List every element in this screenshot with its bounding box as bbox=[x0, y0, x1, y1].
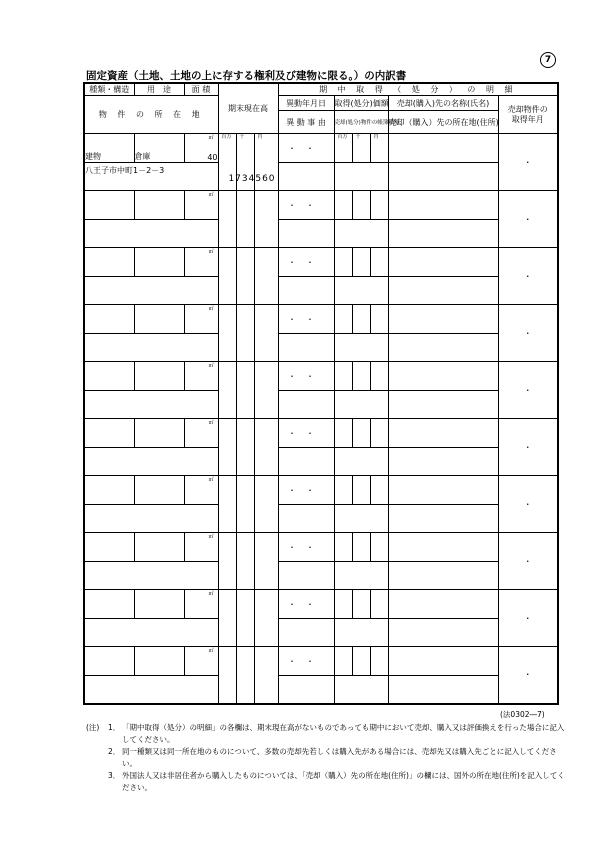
price-thousand-cell[interactable] bbox=[352, 590, 370, 619]
header-sold-acquired-year: 売却物件の取得年月 bbox=[498, 96, 558, 134]
change-date-cell[interactable] bbox=[278, 476, 334, 505]
asset-row-bottom bbox=[84, 676, 558, 704]
counterparty-name-cell[interactable] bbox=[388, 362, 498, 391]
area-cell[interactable] bbox=[184, 647, 218, 676]
price-thousand-cell[interactable] bbox=[352, 476, 370, 505]
notes-label: (注) bbox=[86, 723, 100, 732]
counterparty-name-cell[interactable] bbox=[388, 134, 498, 163]
area-cell[interactable] bbox=[184, 533, 218, 562]
page-number: 7 bbox=[540, 52, 556, 68]
year-month-dot: ・ bbox=[523, 328, 532, 338]
asset-row-bottom bbox=[84, 163, 558, 191]
book-value-cell[interactable] bbox=[334, 676, 388, 704]
area-unit: ㎡ bbox=[208, 591, 214, 597]
asset-row-bottom bbox=[84, 220, 558, 248]
counterparty-name-cell[interactable] bbox=[388, 419, 498, 448]
amount-thousand-cell[interactable] bbox=[236, 647, 254, 704]
amount-thousand-cell[interactable] bbox=[236, 191, 254, 248]
use-cell[interactable] bbox=[134, 590, 184, 619]
unit-thousand: 千 bbox=[355, 134, 361, 140]
asset-row-bottom bbox=[84, 619, 558, 647]
asset-row-bottom bbox=[84, 505, 558, 533]
location-cell[interactable] bbox=[84, 277, 218, 305]
header-type-structure: 種類・構造 bbox=[84, 83, 134, 96]
amount-thousand-cell[interactable] bbox=[236, 305, 254, 362]
asset-row-top bbox=[84, 476, 558, 505]
area-unit: ㎡ bbox=[208, 363, 214, 369]
counterparty-address-cell[interactable] bbox=[388, 163, 498, 191]
counterparty-name-cell[interactable] bbox=[388, 533, 498, 562]
amount-million-cell[interactable] bbox=[218, 419, 236, 476]
use-cell[interactable] bbox=[134, 647, 184, 676]
book-value-cell[interactable] bbox=[334, 220, 388, 248]
counterparty-name-cell[interactable] bbox=[388, 476, 498, 505]
area-cell[interactable] bbox=[184, 305, 218, 334]
area-cell[interactable] bbox=[184, 134, 218, 163]
header-during-period: 期 中 取 得 （ 処 分 ） の 明 細 bbox=[278, 83, 558, 96]
use-cell[interactable] bbox=[134, 248, 184, 277]
amount-thousand-cell[interactable] bbox=[236, 533, 254, 590]
use-cell[interactable] bbox=[134, 533, 184, 562]
price-million-cell[interactable] bbox=[334, 305, 352, 334]
change-date-dots: ・・ bbox=[288, 143, 325, 153]
type-structure-cell[interactable] bbox=[84, 647, 134, 676]
area-cell[interactable] bbox=[184, 590, 218, 619]
type-structure-cell[interactable] bbox=[84, 533, 134, 562]
unit-million: 百万 bbox=[221, 134, 232, 140]
price-yen-cell[interactable] bbox=[370, 533, 388, 562]
counterparty-address-cell[interactable] bbox=[388, 619, 498, 647]
location-cell[interactable] bbox=[84, 334, 218, 362]
price-yen-cell[interactable] bbox=[370, 191, 388, 220]
area-cell[interactable] bbox=[184, 248, 218, 277]
amount-million-cell[interactable] bbox=[218, 647, 236, 704]
note-text: 同一種類又は同一所在地のものについて、多数の売却先若しくは購入先がある場合には、売却先又は購入先ごとに記入してください。 bbox=[122, 747, 557, 768]
sold-acquired-year-cell[interactable] bbox=[498, 590, 558, 647]
asset-row-bottom bbox=[84, 334, 558, 362]
location-cell[interactable] bbox=[84, 619, 218, 647]
amount-thousand-cell[interactable] bbox=[236, 419, 254, 476]
location-cell[interactable] bbox=[84, 505, 218, 533]
area-unit: ㎡ bbox=[208, 135, 214, 141]
counterparty-address-cell[interactable] bbox=[388, 676, 498, 704]
price-thousand-cell[interactable] bbox=[352, 419, 370, 448]
change-date-cell[interactable] bbox=[278, 305, 334, 334]
area-unit: ㎡ bbox=[208, 648, 214, 654]
sold-acquired-year-cell[interactable] bbox=[498, 362, 558, 419]
sold-acquired-year-cell[interactable] bbox=[498, 191, 558, 248]
use-cell[interactable] bbox=[134, 191, 184, 220]
header-acquisition-price: 取得(処分)価額 bbox=[334, 96, 388, 111]
header-use: 用 途 bbox=[134, 83, 184, 96]
change-date-cell[interactable] bbox=[278, 134, 334, 163]
price-yen-cell[interactable] bbox=[370, 362, 388, 391]
location-cell[interactable] bbox=[84, 676, 218, 704]
sold-acquired-year-cell[interactable] bbox=[498, 647, 558, 704]
location-cell[interactable] bbox=[84, 391, 218, 419]
book-value-cell[interactable] bbox=[334, 505, 388, 533]
change-reason-cell[interactable] bbox=[278, 220, 334, 248]
book-value-cell[interactable] bbox=[334, 391, 388, 419]
area-cell[interactable] bbox=[184, 476, 218, 505]
change-reason-cell[interactable] bbox=[278, 676, 334, 704]
change-date-cell[interactable] bbox=[278, 590, 334, 619]
counterparty-name-cell[interactable] bbox=[388, 590, 498, 619]
change-date-cell[interactable] bbox=[278, 419, 334, 448]
change-reason-cell[interactable] bbox=[278, 334, 334, 362]
year-month-dot: ・ bbox=[523, 670, 532, 680]
change-date-cell[interactable] bbox=[278, 533, 334, 562]
change-date-dots: ・・ bbox=[288, 656, 325, 666]
unit-thousand: 千 bbox=[239, 134, 245, 140]
header-counterparty-name: 売却(購入)先の名称(氏名) bbox=[388, 96, 498, 111]
asset-row-top bbox=[84, 647, 558, 676]
price-thousand-cell[interactable] bbox=[352, 362, 370, 391]
type-structure-cell[interactable] bbox=[84, 476, 134, 505]
year-month-dot: ・ bbox=[523, 385, 532, 395]
amount-yen-cell[interactable] bbox=[254, 191, 278, 248]
asset-row-top bbox=[84, 419, 558, 448]
amount-yen-cell[interactable] bbox=[254, 476, 278, 533]
price-yen-cell[interactable] bbox=[370, 419, 388, 448]
type-structure-cell[interactable] bbox=[84, 191, 134, 220]
amount-thousand-cell[interactable] bbox=[236, 476, 254, 533]
amount-yen-cell[interactable] bbox=[254, 305, 278, 362]
use-cell[interactable] bbox=[134, 134, 184, 163]
amount-yen-cell[interactable] bbox=[254, 362, 278, 419]
note-item bbox=[86, 746, 566, 770]
amount-yen-cell[interactable] bbox=[254, 419, 278, 476]
header-book-value: 売却(処分)物件の帳簿価額 bbox=[334, 111, 388, 134]
amount-million-cell[interactable] bbox=[218, 191, 236, 248]
counterparty-name-cell[interactable] bbox=[388, 248, 498, 277]
price-thousand-cell[interactable] bbox=[352, 134, 370, 163]
price-million-cell[interactable] bbox=[334, 590, 352, 619]
book-value-cell[interactable] bbox=[334, 619, 388, 647]
use-cell[interactable] bbox=[134, 305, 184, 334]
change-reason-cell[interactable] bbox=[278, 277, 334, 305]
header-period-end-balance: 期末現在高 bbox=[218, 83, 278, 134]
location-cell[interactable] bbox=[84, 163, 218, 191]
change-date-cell[interactable] bbox=[278, 647, 334, 676]
amount-thousand-cell[interactable] bbox=[236, 248, 254, 305]
note-number: 2． bbox=[108, 747, 121, 756]
type-structure-cell[interactable] bbox=[84, 134, 134, 163]
type-structure-cell[interactable] bbox=[84, 590, 134, 619]
area-value: 40 bbox=[207, 153, 218, 162]
amount-yen-cell[interactable] bbox=[254, 590, 278, 647]
note-item bbox=[86, 722, 566, 746]
amount-million-cell[interactable] bbox=[218, 305, 236, 362]
price-thousand-cell[interactable] bbox=[352, 647, 370, 676]
year-month-dot: ・ bbox=[523, 556, 532, 566]
fixed-assets-table bbox=[83, 82, 559, 705]
asset-row-top bbox=[84, 305, 558, 334]
change-reason-cell[interactable] bbox=[278, 619, 334, 647]
price-million-cell[interactable] bbox=[334, 362, 352, 391]
counterparty-address-cell[interactable] bbox=[388, 334, 498, 362]
price-thousand-cell[interactable] bbox=[352, 191, 370, 220]
change-reason-cell[interactable] bbox=[278, 448, 334, 476]
asset-row-top bbox=[84, 533, 558, 562]
unit-million: 百万 bbox=[337, 134, 348, 140]
asset-row-top bbox=[84, 248, 558, 277]
price-yen-cell[interactable] bbox=[370, 305, 388, 334]
amount-million-cell[interactable] bbox=[218, 248, 236, 305]
counterparty-address-cell[interactable] bbox=[388, 391, 498, 419]
use-cell[interactable] bbox=[134, 419, 184, 448]
amount-yen-cell[interactable] bbox=[254, 533, 278, 590]
amount-million-cell[interactable] bbox=[218, 476, 236, 533]
price-yen-cell[interactable] bbox=[370, 647, 388, 676]
change-reason-cell[interactable] bbox=[278, 562, 334, 590]
book-value-cell[interactable] bbox=[334, 448, 388, 476]
change-date-dots: ・・ bbox=[288, 542, 325, 552]
type-structure-cell[interactable] bbox=[84, 419, 134, 448]
location-cell[interactable] bbox=[84, 220, 218, 248]
counterparty-name-cell[interactable] bbox=[388, 191, 498, 220]
area-unit: ㎡ bbox=[208, 192, 214, 198]
change-date-dots: ・・ bbox=[288, 314, 325, 324]
header-area: 面 積 bbox=[184, 83, 218, 96]
area-unit: ㎡ bbox=[208, 306, 214, 312]
price-yen-cell[interactable] bbox=[370, 590, 388, 619]
amount-million-cell[interactable] bbox=[218, 590, 236, 647]
price-million-cell[interactable] bbox=[334, 248, 352, 277]
price-thousand-cell[interactable] bbox=[352, 305, 370, 334]
year-month-dot: ・ bbox=[523, 499, 532, 509]
amount-thousand-cell[interactable] bbox=[236, 590, 254, 647]
form-code: (法0302―7) bbox=[500, 710, 545, 719]
book-value-cell[interactable] bbox=[334, 277, 388, 305]
change-date-cell[interactable] bbox=[278, 248, 334, 277]
asset-row-top bbox=[84, 191, 558, 220]
year-month-dot: ・ bbox=[523, 271, 532, 281]
price-yen-cell[interactable] bbox=[370, 134, 388, 163]
area-unit: ㎡ bbox=[208, 534, 214, 540]
type-structure-cell[interactable] bbox=[84, 305, 134, 334]
location-cell[interactable] bbox=[84, 448, 218, 476]
change-date-cell[interactable] bbox=[278, 362, 334, 391]
area-cell[interactable] bbox=[184, 419, 218, 448]
asset-row-bottom bbox=[84, 562, 558, 590]
counterparty-address-cell[interactable] bbox=[388, 562, 498, 590]
unit-yen: 円 bbox=[257, 134, 263, 140]
asset-row-top bbox=[84, 362, 558, 391]
price-million-cell[interactable] bbox=[334, 191, 352, 220]
amount-yen-cell[interactable] bbox=[254, 647, 278, 704]
year-month-dot: ・ bbox=[523, 157, 532, 167]
location-cell[interactable] bbox=[84, 562, 218, 590]
type-structure-cell[interactable] bbox=[84, 248, 134, 277]
period-end-amount: 1734560 bbox=[228, 174, 276, 184]
year-month-dot: ・ bbox=[523, 613, 532, 623]
counterparty-address-cell[interactable] bbox=[388, 505, 498, 533]
year-month-dot: ・ bbox=[523, 214, 532, 224]
change-reason-cell[interactable] bbox=[278, 505, 334, 533]
book-value-cell[interactable] bbox=[334, 562, 388, 590]
sold-acquired-year-cell[interactable] bbox=[498, 305, 558, 362]
header-counterparty-address: 売却（購入）先の所在地(住所) bbox=[388, 111, 498, 134]
sold-acquired-year-cell[interactable] bbox=[498, 419, 558, 476]
sold-acquired-year-cell[interactable] bbox=[498, 533, 558, 590]
area-cell[interactable] bbox=[184, 362, 218, 391]
location-value: 八王子市中町1－2－3 bbox=[85, 166, 165, 175]
change-date-dots: ・・ bbox=[288, 599, 325, 609]
book-value-cell[interactable] bbox=[334, 334, 388, 362]
change-date-dots: ・・ bbox=[288, 257, 325, 267]
price-yen-cell[interactable] bbox=[370, 248, 388, 277]
sold-acquired-year-cell[interactable] bbox=[498, 248, 558, 305]
sold-acquired-year-cell[interactable] bbox=[498, 476, 558, 533]
note-number: 3． bbox=[108, 771, 121, 780]
counterparty-address-cell[interactable] bbox=[388, 277, 498, 305]
type-structure-value: 建物 bbox=[85, 152, 101, 161]
header-change-date: 異動年月日 bbox=[278, 96, 334, 111]
change-date-dots: ・・ bbox=[288, 200, 325, 210]
amount-yen-cell[interactable] bbox=[228, 134, 278, 191]
book-value-cell[interactable] bbox=[334, 163, 388, 191]
change-reason-cell[interactable] bbox=[278, 163, 334, 191]
counterparty-name-cell[interactable] bbox=[388, 647, 498, 676]
price-thousand-cell[interactable] bbox=[352, 533, 370, 562]
asset-row-bottom bbox=[84, 391, 558, 419]
price-million-cell[interactable] bbox=[334, 647, 352, 676]
change-date-dots: ・・ bbox=[288, 371, 325, 381]
year-month-dot: ・ bbox=[523, 442, 532, 452]
note-text: 外国法人又は非居住者から購入したものについては、「売却（購入）先の所在地(住所)」の欄には、国外の所在地(住所)を記入してください。 bbox=[122, 771, 565, 792]
use-value: 倉庫 bbox=[134, 152, 151, 161]
use-cell[interactable] bbox=[134, 362, 184, 391]
note-item bbox=[86, 770, 566, 794]
change-date-dots: ・・ bbox=[288, 485, 325, 495]
sold-acquired-year-cell[interactable] bbox=[498, 134, 558, 191]
asset-row-top bbox=[84, 134, 558, 163]
header-location: 物 件 の 所 在 地 bbox=[84, 96, 218, 134]
asset-row-bottom bbox=[84, 448, 558, 476]
form-title: 固定資産（土地、土地の上に存する権利及び建物に限る。）の内訳書 bbox=[86, 70, 407, 82]
price-thousand-cell[interactable] bbox=[352, 248, 370, 277]
unit-yen: 円 bbox=[373, 134, 379, 140]
area-unit: ㎡ bbox=[208, 249, 214, 255]
area-cell[interactable] bbox=[184, 191, 218, 220]
notes-section bbox=[86, 722, 566, 794]
header-change-reason: 異 動 事 由 bbox=[278, 111, 334, 134]
change-date-cell[interactable] bbox=[278, 191, 334, 220]
price-yen-cell[interactable] bbox=[370, 476, 388, 505]
price-million-cell[interactable] bbox=[334, 533, 352, 562]
area-unit: ㎡ bbox=[208, 420, 214, 426]
counterparty-name-cell[interactable] bbox=[388, 305, 498, 334]
change-reason-cell[interactable] bbox=[278, 391, 334, 419]
change-date-dots: ・・ bbox=[288, 428, 325, 438]
price-million-cell[interactable] bbox=[334, 419, 352, 448]
counterparty-address-cell[interactable] bbox=[388, 220, 498, 248]
amount-thousand-cell[interactable] bbox=[236, 362, 254, 419]
amount-million-cell[interactable] bbox=[218, 533, 236, 590]
note-number: 1． bbox=[108, 723, 121, 732]
use-cell[interactable] bbox=[134, 476, 184, 505]
price-million-cell[interactable] bbox=[334, 134, 352, 163]
counterparty-address-cell[interactable] bbox=[388, 448, 498, 476]
price-million-cell[interactable] bbox=[334, 476, 352, 505]
asset-row-bottom bbox=[84, 277, 558, 305]
note-text: 「期中取得（処分）の明細」の各欄は、期末現在高がないものであっても期中において売却、購入又は評価換えを行った場合に記入してください。 bbox=[122, 723, 565, 744]
area-unit: ㎡ bbox=[208, 477, 214, 483]
amount-million-cell[interactable] bbox=[218, 362, 236, 419]
amount-yen-cell[interactable] bbox=[254, 248, 278, 305]
type-structure-cell[interactable] bbox=[84, 362, 134, 391]
asset-row-top bbox=[84, 590, 558, 619]
